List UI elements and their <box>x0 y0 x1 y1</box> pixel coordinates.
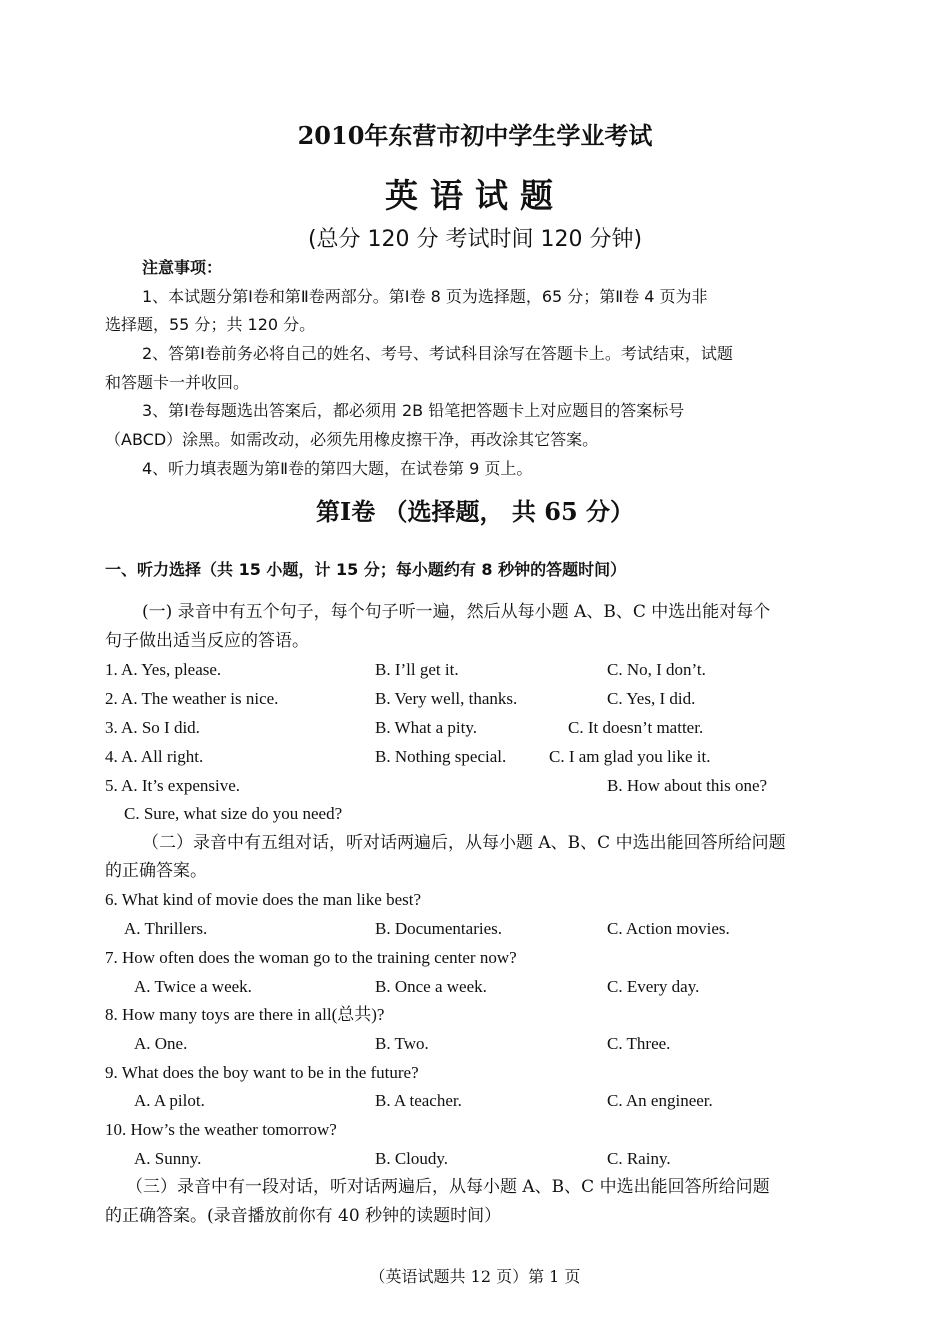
subject-title: 英语试题 <box>385 176 565 215</box>
q7-option-a: A. Twice a week. <box>134 977 252 996</box>
page-footer: （英语试题共 12 页）第 1 页 <box>369 1267 581 1286</box>
q6-option-c: C. Action movies. <box>607 919 730 938</box>
q9-option-b: B. A teacher. <box>375 1091 462 1110</box>
section1-title: 一、听力选择（共 15 小题，计 15 分；每小题约有 8 秒钟的答题时间） <box>105 560 627 579</box>
note-line-3: 2、答第Ⅰ卷前务必将自己的姓名、考号、考试科目涂写在答题卡上。考试结束，试题 <box>142 344 733 363</box>
q6-question: 6. What kind of movie does the man like best? <box>105 890 422 909</box>
note-line-7: 4、听力填表题为第Ⅱ卷的第四大题，在试卷第 9 页上。 <box>142 459 533 478</box>
q6-option-a: A. Thrillers. <box>124 919 208 938</box>
note-line-1: 1、本试题分第Ⅰ卷和第Ⅱ卷两部分。第Ⅰ卷 8 页为选择题，65 分；第Ⅱ卷 4 页为非 <box>142 287 708 306</box>
q9-question: 9. What does the boy want to be in the future? <box>105 1063 419 1082</box>
time-info: (总分 120 分 考试时间 120 分钟) <box>307 227 643 252</box>
q8-option-a: A. One. <box>134 1034 188 1053</box>
q3-option-b: B. What a pity. <box>375 718 477 737</box>
part1-title: 第Ⅰ卷 （选择题， 共 65 分） <box>315 497 635 526</box>
q10-question: 10. How’s the weather tomorrow? <box>105 1120 337 1139</box>
note-line-5: 3、第Ⅰ卷每题选出答案后，都必须用 2B 铅笔把答题卡上对应题目的答案标号 <box>142 401 685 420</box>
q1-option-b: B. I’ll get it. <box>375 660 459 679</box>
q10-option-b: B. Cloudy. <box>375 1149 449 1168</box>
sub1-instruction-2: 句子做出适当反应的答语。 <box>105 631 309 651</box>
notes-heading: 注意事项： <box>142 258 223 277</box>
q7-question: 7. How often does the woman go to the training center now? <box>105 948 517 967</box>
q9-option-a: A. A pilot. <box>134 1091 205 1110</box>
q10-option-c: C. Rainy. <box>607 1149 671 1168</box>
q3-option-a: 3. A. So I did. <box>105 718 200 737</box>
sub1-instruction-1: (一) 录音中有五个句子，每个句子听一遍，然后从每小题 A、B、C 中选出能对每个 <box>142 602 771 622</box>
sub3-instruction-2: 的正确答案。(录音播放前你有 40 秒钟的读题时间） <box>105 1206 502 1226</box>
q4-option-c: C. I am glad you like it. <box>549 747 711 766</box>
q5-option-b: B. How about this one? <box>607 776 768 795</box>
q1-option-c: C. No, I don’t. <box>607 660 706 679</box>
exam-title: 2010年东营市初中学生学业考试 <box>297 121 653 150</box>
q7-option-c: C. Every day. <box>607 977 700 996</box>
q5-option-a: 5. A. It’s expensive. <box>105 776 241 795</box>
q8-option-c: C. Three. <box>607 1034 671 1053</box>
sub3-instruction-1: （三）录音中有一段对话，听对话两遍后，从每小题 A、B、C 中选出能回答所给问题 <box>126 1177 770 1197</box>
note-line-4: 和答题卡一并收回。 <box>105 373 250 392</box>
q4-option-a: 4. A. All right. <box>105 747 204 766</box>
sub2-instruction-1: （二）录音中有五组对话，听对话两遍后，从每小题 A、B、C 中选出能回答所给问题 <box>142 833 786 853</box>
note-line-6: （ABCD）涂黑。如需改动，必须先用橡皮擦干净，再改涂其它答案。 <box>105 430 599 449</box>
q1-option-a: 1. A. Yes, please. <box>105 660 222 679</box>
q6-option-b: B. Documentaries. <box>375 919 502 938</box>
q2-option-c: C. Yes, I did. <box>607 689 696 708</box>
q4-option-b: B. Nothing special. <box>375 747 507 766</box>
q2-option-b: B. Very well, thanks. <box>375 689 518 708</box>
note-line-2: 选择题，55 分；共 120 分。 <box>105 315 316 334</box>
q3-option-c: C. It doesn’t matter. <box>568 718 704 737</box>
q8-question: 8. How many toys are there in all(总共)? <box>105 1005 385 1024</box>
sub2-instruction-2: 的正确答案。 <box>105 861 207 881</box>
q8-option-b: B. Two. <box>375 1034 429 1053</box>
q5-option-c: C. Sure, what size do you need? <box>124 804 343 823</box>
q9-option-c: C. An engineer. <box>607 1091 713 1110</box>
q10-option-a: A. Sunny. <box>134 1149 202 1168</box>
q2-option-a: 2. A. The weather is nice. <box>105 689 279 708</box>
q7-option-b: B. Once a week. <box>375 977 487 996</box>
